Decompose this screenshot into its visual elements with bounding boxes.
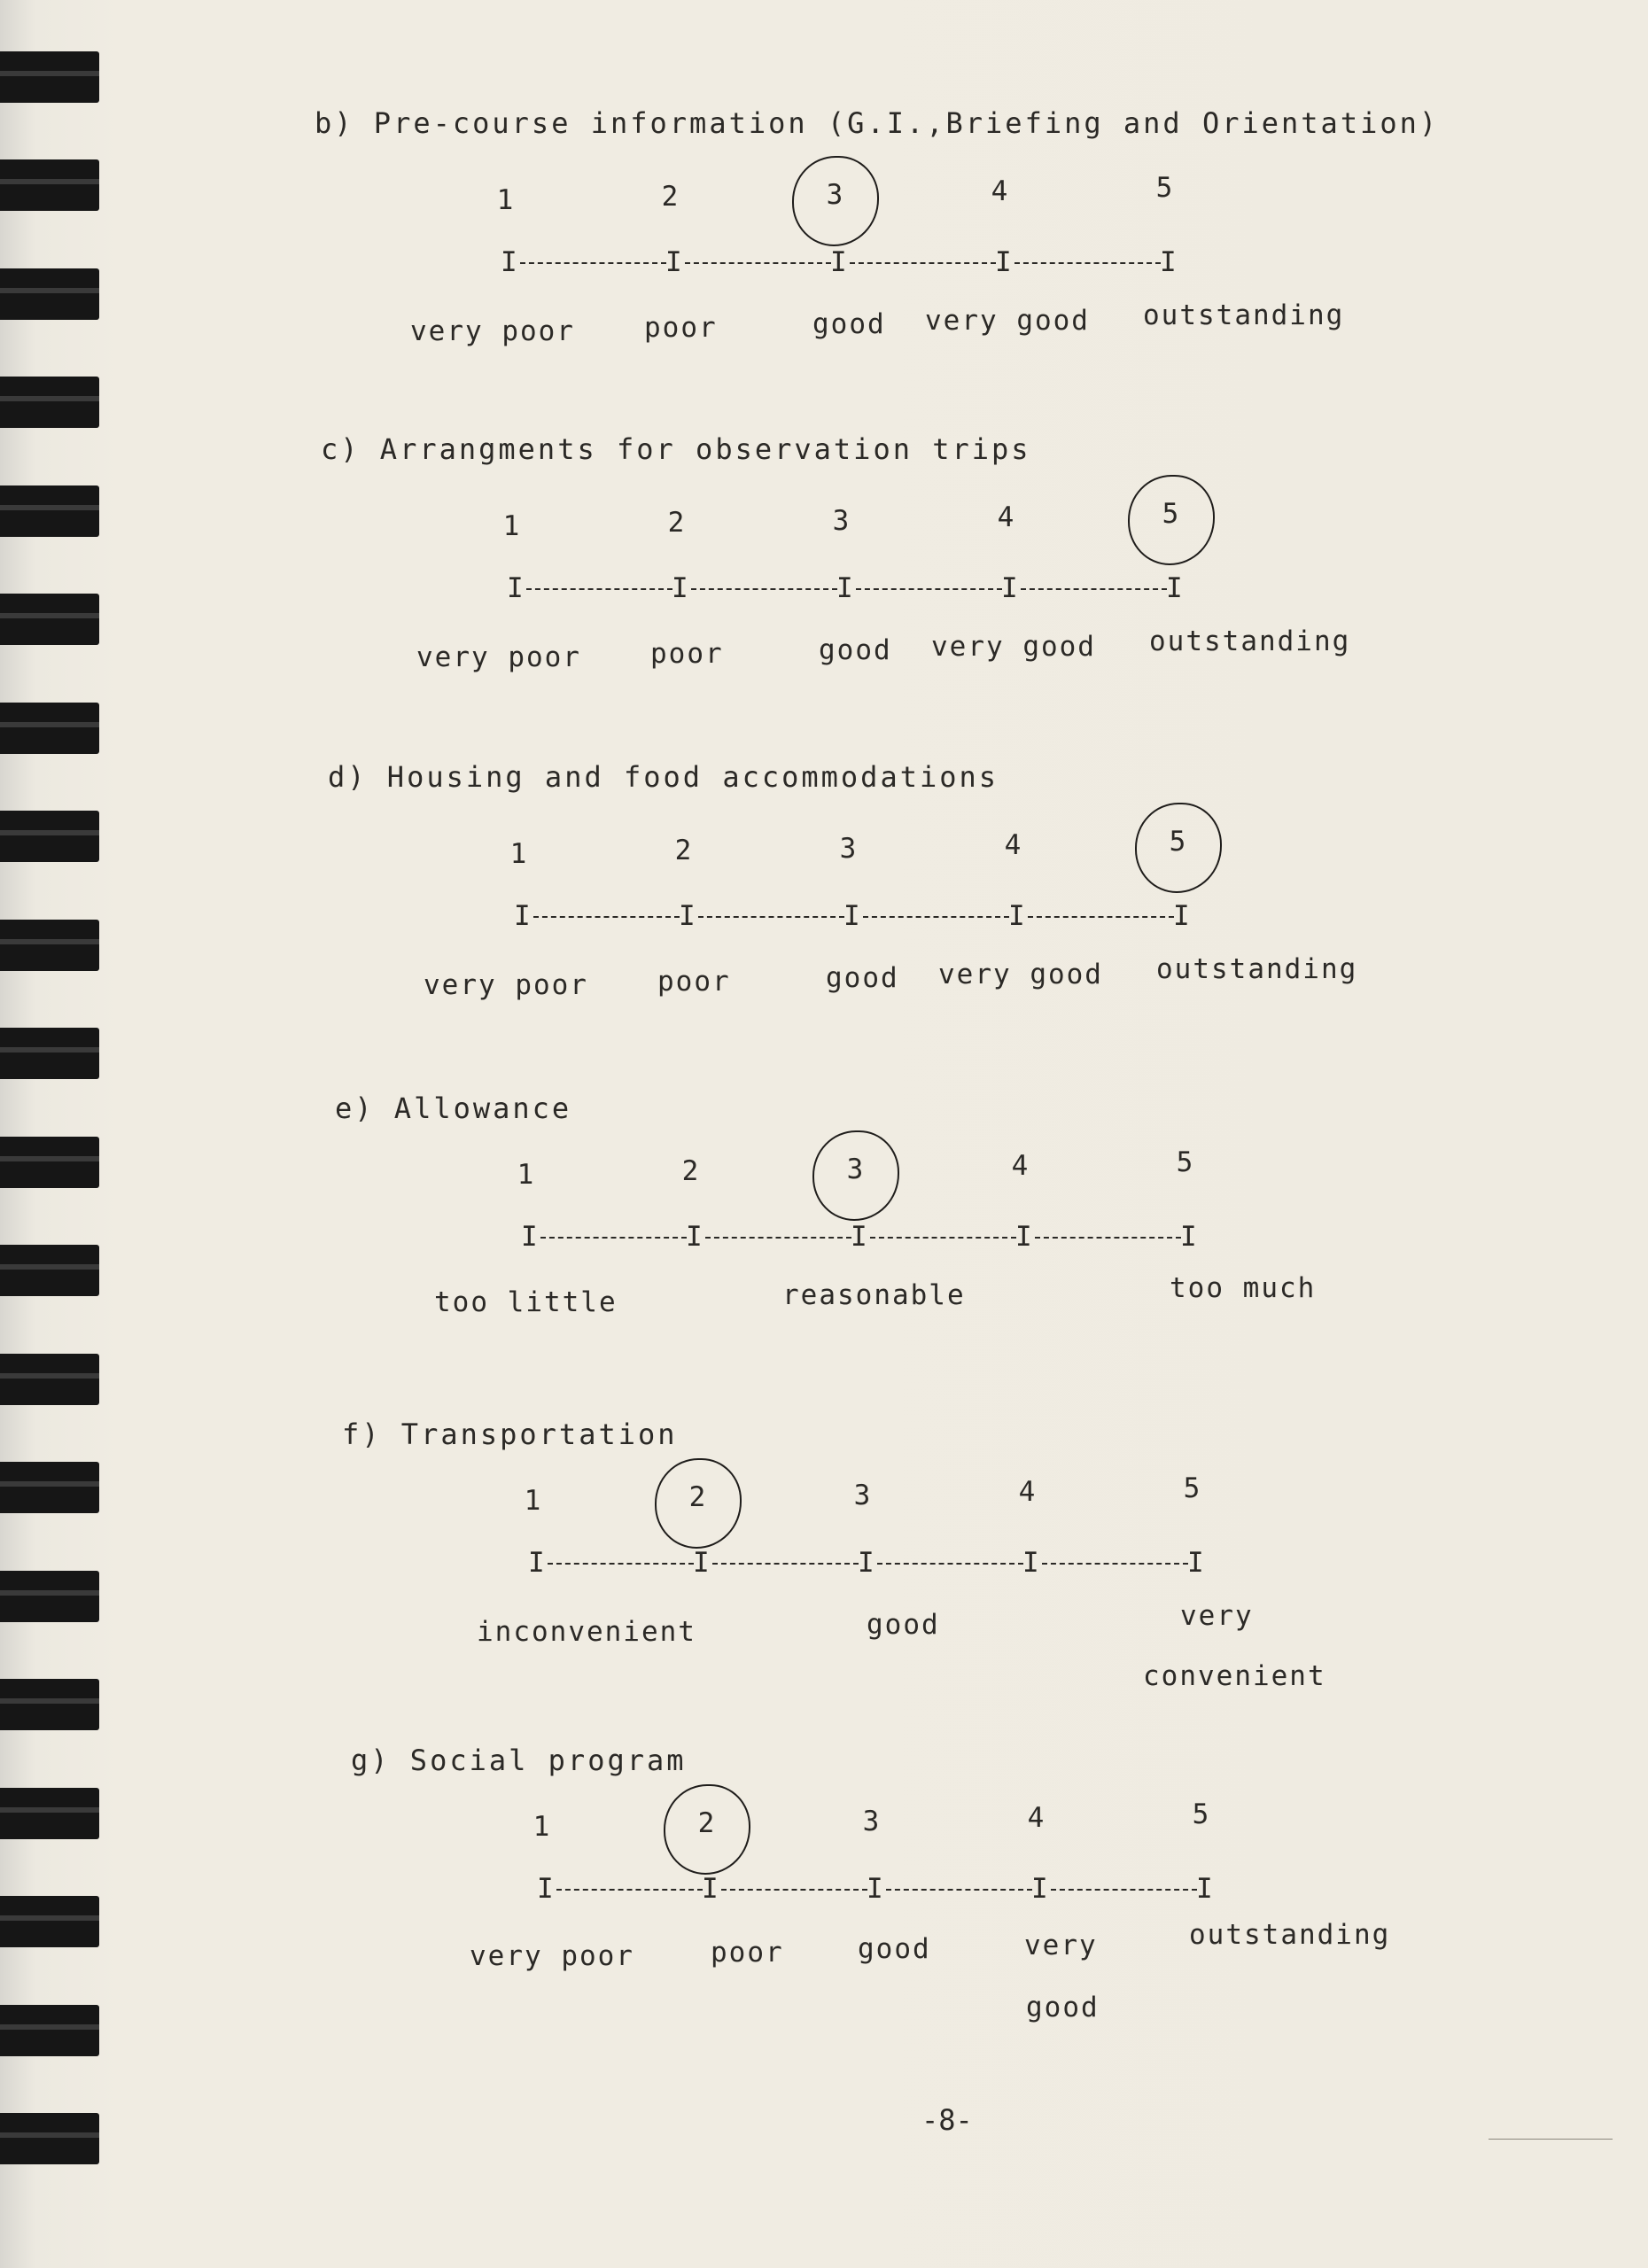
scale-tick: I	[679, 900, 696, 932]
scale-dash	[1028, 916, 1174, 918]
scale-number-2[interactable]: 2	[681, 1155, 699, 1187]
scale-number-3-selected[interactable]: 3	[817, 179, 852, 211]
rating-section-observation-trips	[321, 432, 1473, 725]
scale-tick: I	[1160, 246, 1177, 278]
scale-dash	[526, 588, 672, 590]
scale-number-1[interactable]: 1	[532, 1811, 550, 1843]
section-title: c) Arrangments for observation trips	[321, 432, 1031, 466]
section-title: g) Social program	[351, 1744, 687, 1777]
scale-number-1[interactable]: 1	[509, 838, 527, 870]
scale-label: too much	[1170, 1272, 1317, 1304]
scale-label: very	[1180, 1600, 1254, 1632]
scale-label: good	[858, 1933, 931, 1965]
scale-dash	[721, 1889, 867, 1891]
scale-tick: I	[1001, 572, 1018, 604]
scale-number-4[interactable]: 4	[1011, 1150, 1029, 1182]
scale-label: reasonable	[782, 1279, 966, 1311]
scale-dash	[685, 262, 831, 264]
binding-tab	[0, 1245, 99, 1296]
scale-tick: I	[1015, 1221, 1032, 1253]
scale-number-3[interactable]: 3	[832, 505, 850, 537]
scale-tick: I	[851, 1221, 867, 1253]
scale-number-4[interactable]: 4	[997, 501, 1014, 533]
scale-label: poor	[644, 312, 718, 344]
scale-dash	[877, 1563, 1023, 1565]
scale-label: outstanding	[1189, 1919, 1391, 1951]
scale-label: very good	[938, 959, 1103, 990]
scale-tick: I	[665, 246, 682, 278]
scale-tick: I	[537, 1873, 554, 1905]
rating-section-social-program	[351, 1744, 1503, 2036]
scale-dash	[698, 916, 844, 918]
scale-label: very good	[925, 305, 1090, 337]
binding-tab	[0, 1788, 99, 1839]
scale-number-5[interactable]: 5	[1176, 1146, 1193, 1178]
scale-label: outstanding	[1143, 299, 1345, 331]
scale-label: very poor	[410, 315, 575, 347]
binding-tab	[0, 1679, 99, 1730]
scale-dash	[556, 1889, 703, 1891]
scale-tick: I	[1031, 1873, 1048, 1905]
scale-number-1[interactable]: 1	[517, 1159, 534, 1191]
binding-tab	[0, 485, 99, 537]
binding-tab	[0, 1571, 99, 1622]
scale-label: outstanding	[1149, 625, 1351, 657]
binding-tab	[0, 1137, 99, 1188]
scale-number-2[interactable]: 2	[661, 181, 679, 213]
scale-label: convenient	[1143, 1660, 1326, 1692]
scale-dash	[712, 1563, 859, 1565]
binding-tab	[0, 1028, 99, 1079]
scale-label: very poor	[416, 641, 581, 673]
scale-label: good	[867, 1609, 940, 1641]
binding-tab	[0, 1462, 99, 1513]
scale-number-2-selected[interactable]: 2	[688, 1807, 724, 1839]
scale-tick: I	[858, 1547, 875, 1579]
scale-number-3[interactable]: 3	[853, 1480, 871, 1511]
scale-tick: I	[672, 572, 688, 604]
rating-scale-line	[507, 572, 1183, 608]
scale-number-4[interactable]: 4	[1027, 1802, 1045, 1834]
spiral-binding	[0, 0, 106, 2268]
scale-tick: I	[830, 246, 847, 278]
scale-number-3-selected[interactable]: 3	[837, 1153, 873, 1185]
rating-scale-line	[501, 246, 1177, 282]
scale-label: inconvenient	[477, 1616, 696, 1648]
scale-tick: I	[1008, 900, 1025, 932]
binding-tab	[0, 2005, 99, 2056]
scale-tick: I	[1173, 900, 1190, 932]
binding-tab	[0, 811, 99, 862]
scale-tick: I	[867, 1873, 883, 1905]
scale-dash	[870, 1237, 1016, 1239]
scale-label: good	[1026, 1992, 1100, 2023]
scale-number-5[interactable]: 5	[1192, 1798, 1209, 1830]
scale-dash	[1035, 1237, 1181, 1239]
section-title: f) Transportation	[342, 1418, 678, 1451]
footer-rule	[1489, 2139, 1613, 2140]
scale-label: too little	[434, 1286, 618, 1318]
section-title: e) Allowance	[335, 1091, 572, 1125]
scale-dash	[1021, 588, 1167, 590]
scale-dash	[886, 1889, 1032, 1891]
scale-number-1[interactable]: 1	[524, 1485, 541, 1517]
scale-dash	[863, 916, 1009, 918]
scale-tick: I	[514, 900, 531, 932]
scale-label: outstanding	[1156, 953, 1358, 985]
rating-scale-line	[537, 1873, 1213, 1908]
scale-dash	[1051, 1889, 1197, 1891]
scale-number-3[interactable]: 3	[862, 1806, 880, 1837]
scale-tick: I	[521, 1221, 538, 1253]
scale-tick: I	[528, 1547, 545, 1579]
scale-label: good	[819, 634, 892, 666]
scale-number-5-selected[interactable]: 5	[1153, 498, 1188, 530]
scale-number-2[interactable]: 2	[674, 835, 692, 866]
binding-tab	[0, 51, 99, 103]
scale-label: good	[826, 962, 899, 994]
scale-tick: I	[693, 1547, 710, 1579]
scale-tick: I	[702, 1873, 719, 1905]
scale-tick: I	[836, 572, 853, 604]
scale-label: poor	[657, 966, 731, 998]
scale-tick: I	[1022, 1547, 1039, 1579]
binding-tab	[0, 920, 99, 971]
rating-section-pre-course	[315, 106, 1466, 399]
section-title: b) Pre-course information (G.I.,Briefing and Orientation)	[315, 106, 1440, 140]
scale-dash	[548, 1563, 694, 1565]
scale-dash	[850, 262, 996, 264]
section-title: d) Housing and food accommodations	[328, 760, 999, 794]
scale-number-5-selected[interactable]: 5	[1160, 826, 1195, 858]
scale-dash	[705, 1237, 851, 1239]
rating-scale-line	[528, 1547, 1204, 1582]
scale-number-4[interactable]: 4	[1004, 829, 1022, 861]
scale-number-4[interactable]: 4	[1018, 1476, 1036, 1508]
scale-label: very	[1024, 1930, 1098, 1961]
scale-label: very poor	[424, 969, 588, 1001]
scale-tick: I	[501, 246, 517, 278]
scale-label: good	[812, 308, 886, 340]
binding-tab	[0, 594, 99, 645]
scale-number-5[interactable]: 5	[1155, 172, 1173, 204]
scale-tick: I	[843, 900, 860, 932]
scale-tick: I	[507, 572, 524, 604]
scale-label: very poor	[470, 1940, 634, 1972]
scale-label: poor	[711, 1937, 784, 1969]
scale-label: poor	[650, 638, 724, 670]
scale-dash	[856, 588, 1002, 590]
scale-dash	[540, 1237, 687, 1239]
rating-section-allowance	[335, 1091, 1487, 1384]
scale-number-3[interactable]: 3	[839, 833, 857, 865]
rating-section-housing-food	[328, 760, 1480, 1052]
rating-section-transportation	[342, 1418, 1494, 1710]
rating-scale-line	[514, 900, 1190, 936]
binding-tab	[0, 2113, 99, 2164]
binding-tab	[0, 703, 99, 754]
binding-tab	[0, 159, 99, 211]
scale-dash	[691, 588, 837, 590]
scale-number-4[interactable]: 4	[991, 175, 1008, 207]
scale-number-2-selected[interactable]: 2	[680, 1481, 715, 1513]
scale-number-1[interactable]: 1	[496, 184, 514, 216]
scale-dash	[1042, 1563, 1188, 1565]
scale-tick: I	[1180, 1221, 1197, 1253]
binding-tab	[0, 268, 99, 320]
scale-tick: I	[1187, 1547, 1204, 1579]
scale-dash	[520, 262, 666, 264]
binding-tab	[0, 377, 99, 428]
scale-tick: I	[1196, 1873, 1213, 1905]
scale-tick: I	[995, 246, 1012, 278]
scale-number-5[interactable]: 5	[1183, 1472, 1201, 1504]
rating-scale-line	[521, 1221, 1197, 1256]
scale-number-1[interactable]: 1	[502, 510, 520, 542]
scale-dash	[533, 916, 680, 918]
scale-label: very good	[931, 631, 1096, 663]
page-number: -8-	[921, 2103, 973, 2137]
binding-tab	[0, 1896, 99, 1947]
binding-tab	[0, 1354, 99, 1405]
scale-tick: I	[1166, 572, 1183, 604]
scale-number-2[interactable]: 2	[667, 507, 685, 539]
scale-dash	[1014, 262, 1161, 264]
scale-tick: I	[686, 1221, 703, 1253]
